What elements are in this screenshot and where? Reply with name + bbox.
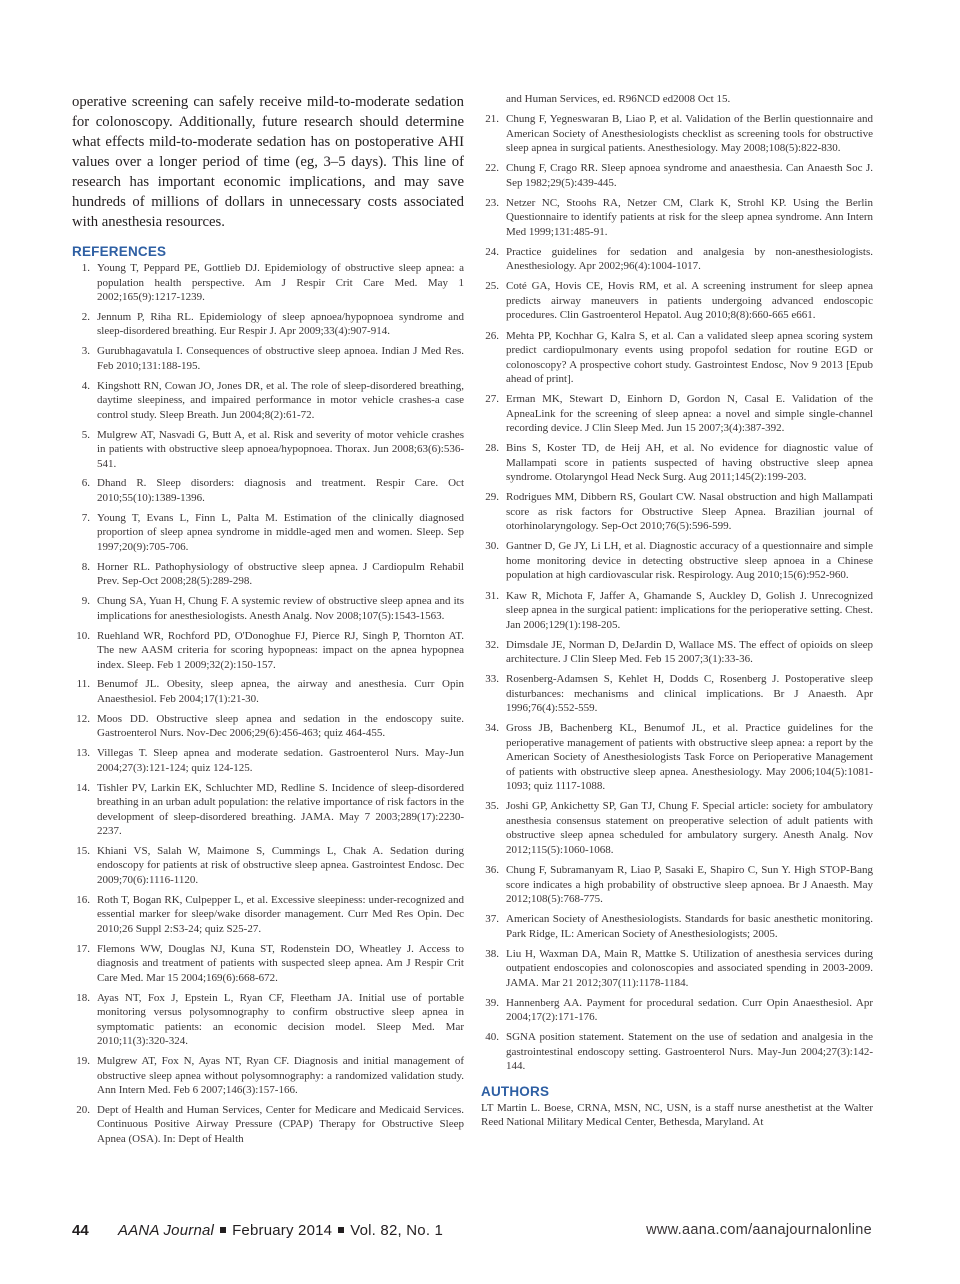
reference-number: 24 . [481, 245, 499, 260]
reference-number: 14 . [72, 781, 90, 796]
reference-text: Bins S, Koster TD, de Heij AH, et al. No evidence for diagnostic value of Mallampati score in patients suspected of having obstructive sleep apnea syndrome. Otolaryngol Head Neck Surg. Aug 2011;145(2):199-203. [506, 442, 873, 484]
reference-number: 11 . [72, 677, 90, 692]
reference-number: 4 . [72, 379, 90, 394]
reference-item [72, 629, 464, 673]
reference-text: Moos DD. Obstructive sleep apnea and sedation in the endoscopy suite. Gastroenterol Nurs. Nov-Dec 2006;29(6):456-463; quiz 464-455. [97, 712, 464, 740]
reference-text: Ruehland WR, Rochford PD, O'Donoghue FJ, Pierce RJ, Singh P, Thornton AT. The new AASM criteria for scoring hypopneas: impact on the apnea hypopnea index. Sleep. Feb 1 2009;32(2):150-157. [97, 629, 464, 671]
reference-item [481, 112, 873, 156]
reference-text: Erman MK, Stewart D, Einhorn D, Gordon N, Casal E. Validation of the ApneaLink for the screening of sleep apnea: a novel and simple single-channel recording device. J Clin Sleep Med. Jun 15 2007;3(4):387-392. [506, 393, 873, 435]
reference-text: Roth T, Bogan RK, Culpepper L, et al. Excessive sleepiness: under-recognized and essential marker for sleep/wake disorder management. Curr Med Res Opin. Dec 2010;26 Suppl 2:S3-24; quiz S25-27. [97, 893, 464, 935]
reference-item [481, 912, 873, 941]
reference-text: Rosenberg-Adamsen S, Kehlet H, Dodds C, Rosenberg J. Postoperative sleep disturbances: mechanisms and clinical implications. Br J Anaesth. Apr 1996;76(4):552-559. [506, 673, 873, 715]
reference-text: Liu H, Waxman DA, Main R, Mattke S. Utilization of anesthesia services during outpatient endoscopies and colonoscopies and associated spending in 2003-2009. JAMA. Mar 21 2012;307(11):1178-1184. [506, 947, 873, 989]
reference-number: 22 . [481, 161, 499, 176]
reference-number: 2 . [72, 310, 90, 325]
reference-item [481, 996, 873, 1025]
reference-item [72, 1054, 464, 1098]
reference-number: 1 . [72, 261, 90, 276]
reference-number: 15 . [72, 844, 90, 859]
reference-item [72, 712, 464, 741]
reference-number: 18 . [72, 991, 90, 1006]
reference-text: Ayas NT, Fox J, Epstein L, Ryan CF, Fleetham JA. Initial use of portable monitoring versus polysomnography to confirm obstructive sleep apnea in symptomatic patients: an economic decision model. Sleep Med. Mar 2010;11(3):320-324. [97, 991, 464, 1048]
reference-item [72, 476, 464, 505]
reference-item [481, 721, 873, 794]
journal-url: www.aana.com/aanajournalonline [646, 1222, 872, 1238]
reference-number: 6 . [72, 476, 90, 491]
reference-text: Benumof JL. Obesity, sleep apnea, the airway and anesthesia. Curr Opin Anaesthesiol. Feb 2004;17(1):21-30. [97, 678, 464, 705]
reference-text: Kaw R, Michota F, Jaffer A, Ghamande S, Auckley D, Golish J. Unrecognized sleep apnea in the surgical patient: implications for the perioperative setting. Chest. Jan 2006;129(1):198-205. [506, 589, 873, 631]
reference-number: 40 . [481, 1030, 499, 1045]
reference-number: 39 . [481, 996, 499, 1011]
reference-item [481, 161, 873, 190]
reference-20-continuation: and Human Services, ed. R96NCD ed2008 Oct 15. [506, 93, 731, 105]
journal-name: AANA Journal [118, 1222, 215, 1239]
reference-item [72, 781, 464, 839]
reference-item [481, 392, 873, 436]
volume-issue: Vol. 82, No. 1 [350, 1222, 444, 1239]
reference-number: 20 . [72, 1103, 90, 1118]
reference-text: Villegas T. Sleep apnea and moderate sedation. Gastroenterol Nurs. May-Jun 2004;27(3):121-124; quiz 124-125. [97, 747, 464, 774]
reference-text: Kingshott RN, Cowan JO, Jones DR, et al. The role of sleep-disordered breathing, daytime sleepiness, and impaired performance in motor vehicle crashes-a case control study. Sleep Breath. Jun 2004;8(2):61-72. [97, 379, 464, 421]
reference-item [72, 746, 464, 775]
reference-item [481, 947, 873, 991]
reference-number: 13 . [72, 746, 90, 761]
reference-item [481, 490, 873, 534]
reference-text: Joshi GP, Ankichetty SP, Gan TJ, Chung F. Special article: society for ambulatory anesthesia consensus statement on preoperative selection of adult patients with obstructive sleep apnea scheduled for ambulatory surgery. Anesth Analg. Nov 2012;115(5):1060-1068. [506, 800, 873, 856]
reference-text: Gross JB, Bachenberg KL, Benumof JL, et al. Practice guidelines for the perioperative management of patients with obstructive sleep apnea: a report by the American Society of Anesthesiologists Task Force on Perioperative Management of patients with obstructive sleep apnea. Anesthesiology. May 2006;104(5):1081-1093; quiz 1117-1088. [506, 722, 873, 793]
reference-number: 16 . [72, 893, 90, 908]
reference-item [72, 511, 464, 555]
reference-text: Horner RL. Pathophysiology of obstructive sleep apnea. J Cardiopulm Rehabil Prev. Sep-Oct 2008;28(5):289-298. [97, 560, 464, 588]
separator-square-icon [338, 1227, 344, 1233]
reference-item [72, 594, 464, 623]
reference-item [72, 379, 464, 423]
reference-text: Chung F, Yegneswaran B, Liao P, et al. Validation of the Berlin questionnaire and American Society of Anesthesiologists checklist as screening tools for obstructive sleep apnea in surgical patients. Anesthesiology. May 2008;108(5):822-830. [506, 113, 873, 155]
reference-number: 38 . [481, 947, 499, 962]
separator-square-icon [220, 1227, 226, 1233]
reference-item [481, 799, 873, 857]
reference-number: 5 . [72, 428, 90, 443]
reference-text: Young T, Peppard PE, Gottlieb DJ. Epidemiology of obstructive sleep apnea: a population health perspective. Am J Respir Crit Care Med. May 1 2002;165(9):1217-1239. [97, 262, 464, 303]
reference-text: Chung F, Crago RR. Sleep apnoea syndrome and anaesthesia. Can Anaesth Soc J. Sep 1982;29(5):439-445. [506, 162, 873, 189]
reference-text: Khiani VS, Salah W, Maimone S, Cummings L, Chak A. Sedation during endoscopy for patients at risk of obstructive sleep apnea. Gastrointest Endosc. Dec 2009;70(6):1116-1120. [97, 844, 464, 886]
reference-text: SGNA position statement. Statement on the use of sedation and analgesia in the gastrointestinal endoscopy setting. Gastroenterol Nurs. May-Jun 2004;27(3):142-144. [506, 1031, 873, 1073]
reference-number: 36 . [481, 863, 499, 878]
reference-item [72, 428, 464, 472]
reference-item [72, 942, 464, 986]
reference-text: Jennum P, Riha RL. Epidemiology of sleep apnoea/hypopnoea syndrome and sleep-disordered breathing. Eur Respir J. Apr 2009;33(4):907-914. [97, 310, 464, 338]
reference-item [481, 441, 873, 485]
reference-number: 23 . [481, 196, 499, 211]
reference-list-right [481, 112, 873, 1074]
reference-item [481, 539, 873, 583]
reference-text: Young T, Evans L, Finn L, Palta M. Estimation of the clinically diagnosed proportion of sleep apnea syndrome in middle-aged men and women. Sleep. Sep 1997;20(9):705-706. [97, 511, 464, 553]
reference-number: 29 . [481, 490, 499, 505]
reference-item [72, 1103, 464, 1147]
authors-heading: AUTHORS [481, 1083, 550, 1099]
reference-item [72, 677, 464, 706]
reference-text: Tishler PV, Larkin EK, Schluchter MD, Redline S. Incidence of sleep-disordered breathing in an urban adult population: the relative importance of risk factors in the development of sleep-disordered breathing. JAMA. May 7 2003;289(17):2230-2237. [97, 781, 464, 838]
reference-number: 17 . [72, 942, 90, 957]
reference-text: Gurubhagavatula I. Consequences of obstructive sleep apnoea. Indian J Med Res. Feb 2010;131:188-195. [97, 345, 464, 372]
reference-text: Gantner D, Ge JY, Li LH, et al. Diagnostic accuracy of a questionnaire and simple home monitoring device in detecting obstructive sleep apnoea in a Chinese population at high cardiovascular risk. Respirology. Aug 2010;15(6):952-960. [506, 540, 873, 582]
reference-item [72, 344, 464, 373]
reference-number: 32 . [481, 638, 499, 653]
reference-item [481, 863, 873, 907]
body-paragraph: operative screening can safely receive mild-to-moderate sedation for colonoscopy. Additionally, future research should determine what effects mild-to-moderate sedation has on postoperative AHI values over a longer period of time (eg, 3–5 days). This line of research has important economic implications, and may save hundreds of millions of dollars in unnecessary costs associated with anesthesia resources. [72, 94, 464, 230]
page-number: 44 [72, 1222, 89, 1239]
reference-text: American Society of Anesthesiologists. Standards for basic anesthetic monitoring. Park Ridge, IL: American Society of Anesthesiologists; 2005. [506, 913, 873, 940]
reference-text: Chung F, Subramanyam R, Liao P, Sasaki E, Shapiro C, Sun Y. High STOP-Bang score indicates a high probability of obstructive sleep apnoea. Br J Anaesth. May 2012;108(5):768-775. [506, 864, 873, 905]
reference-number: 19 . [72, 1054, 90, 1069]
reference-item [481, 279, 873, 323]
references-heading: REFERENCES [72, 244, 167, 259]
reference-item [72, 310, 464, 339]
right-column [481, 92, 873, 1130]
reference-number: 9 . [72, 594, 90, 609]
authors-paragraph: LT Martin L. Boese, CRNA, MSN, NC, USN, is a staff nurse anesthetist at the Walter Reed National Military Medical Center, Bethesda, Maryland. At [481, 1101, 873, 1129]
reference-text: Practice guidelines for sedation and analgesia by non-anesthesiologists. Anesthesiology. Apr 2002;96(4):1004-1017. [506, 245, 873, 273]
reference-number: 3 . [72, 344, 90, 359]
reference-number: 34 . [481, 721, 499, 736]
reference-text: Dept of Health and Human Services, Center for Medicare and Medicaid Services. Continuous Positive Airway Pressure (CPAP) Therapy for Obstructive Sleep Apnea (OSA). In: Dept of Health [97, 1103, 464, 1145]
reference-text: Flemons WW, Douglas NJ, Kuna ST, Rodenstein DO, Wheatley J. Access to diagnosis and treatment of patients with suspected sleep apnea. Am J Respir Crit Care Med. Mar 15 2004;169(6):668-672. [97, 942, 464, 984]
reference-text: Mulgrew AT, Nasvadi G, Butt A, et al. Risk and severity of motor vehicle crashes in patients with obstructive sleep apnoea/hypopnoea. Thorax. Jun 2008;63(6):536-541. [97, 428, 464, 470]
page-footer [72, 1222, 872, 1242]
reference-number: 12 . [72, 712, 90, 727]
reference-text: Chung SA, Yuan H, Chung F. A systemic review of obstructive sleep apnea and its implications for anesthesiologists. Anesth Analg. Nov 2008;107(5):1543-1563. [97, 595, 464, 622]
reference-number: 37 . [481, 912, 499, 927]
reference-item [481, 329, 873, 387]
reference-item [481, 245, 873, 274]
reference-number: 25 . [481, 279, 499, 294]
reference-number: 21 . [481, 112, 499, 127]
reference-item [481, 1030, 873, 1074]
reference-text: Coté GA, Hovis CE, Hovis RM, et al. A screening instrument for sleep apnea predicts airway maneuvers in patients undergoing advanced endoscopic procedures. Clin Gastroenterol Hepatol. Aug 2010;8(8):660-665 e661. [506, 280, 873, 322]
reference-text: Hannenberg AA. Payment for procedural sedation. Curr Opin Anaesthesiol. Apr 2004;17(2):171-176. [506, 996, 873, 1024]
reference-item [481, 589, 873, 633]
reference-item [72, 893, 464, 937]
journal-citation [118, 1222, 443, 1239]
reference-number: 35 . [481, 799, 499, 814]
reference-number: 33 . [481, 672, 499, 687]
reference-number: 30 . [481, 539, 499, 554]
issue-date: February 2014 [232, 1222, 333, 1239]
reference-text: Mulgrew AT, Fox N, Ayas NT, Ryan CF. Diagnosis and initial management of obstructive sleep apnea without polysomnography: a randomized validation study. Ann Intern Med. Feb 6 2007;146(3):157-166. [97, 1055, 464, 1097]
reference-item [481, 196, 873, 240]
reference-item [72, 991, 464, 1049]
reference-item [481, 672, 873, 716]
reference-item [72, 560, 464, 589]
reference-item [72, 844, 464, 888]
reference-text: Rodrigues MM, Dibbern RS, Goulart CW. Nasal obstruction and high Mallampati score as risk factors for Obstructive Sleep Apnea. Brazilian journal of otorhinolaryngology. Sep-Oct 2010;76(5):596-599. [506, 491, 873, 533]
reference-text: Netzer NC, Stoohs RA, Netzer CM, Clark K, Strohl KP. Using the Berlin Questionnaire to identify patients at risk for the sleep apnea syndrome. Ann Intern Med 1999;131:485-91. [506, 196, 873, 238]
reference-item [481, 638, 873, 667]
reference-number: 10 . [72, 629, 90, 644]
reference-list-left [72, 261, 464, 1146]
reference-text: Dimsdale JE, Norman D, DeJardin D, Wallace MS. The effect of opioids on sleep architecture. J Clin Sleep Med. Feb 15 2007;3(1):33-36. [506, 638, 873, 666]
reference-number: 28 . [481, 441, 499, 456]
reference-text: Dhand R. Sleep disorders: diagnosis and treatment. Respir Care. Oct 2010;55(10):1389-1396. [97, 477, 464, 504]
reference-number: 27 . [481, 392, 499, 407]
left-column [72, 92, 464, 1152]
reference-number: 7 . [72, 511, 90, 526]
reference-number: 26 . [481, 329, 499, 344]
reference-item [72, 261, 464, 305]
reference-number: 31 . [481, 589, 499, 604]
reference-number: 8 . [72, 560, 90, 575]
reference-text: Mehta PP, Kochhar G, Kalra S, et al. Can a validated sleep apnea scoring system predict cardiopulmonary events using propofol sedation for routine EGD or colonoscopy? A prospective cohort study. Gastrointest Endosc, Nov 9 2013 [Epub ahead of print]. [506, 329, 873, 386]
